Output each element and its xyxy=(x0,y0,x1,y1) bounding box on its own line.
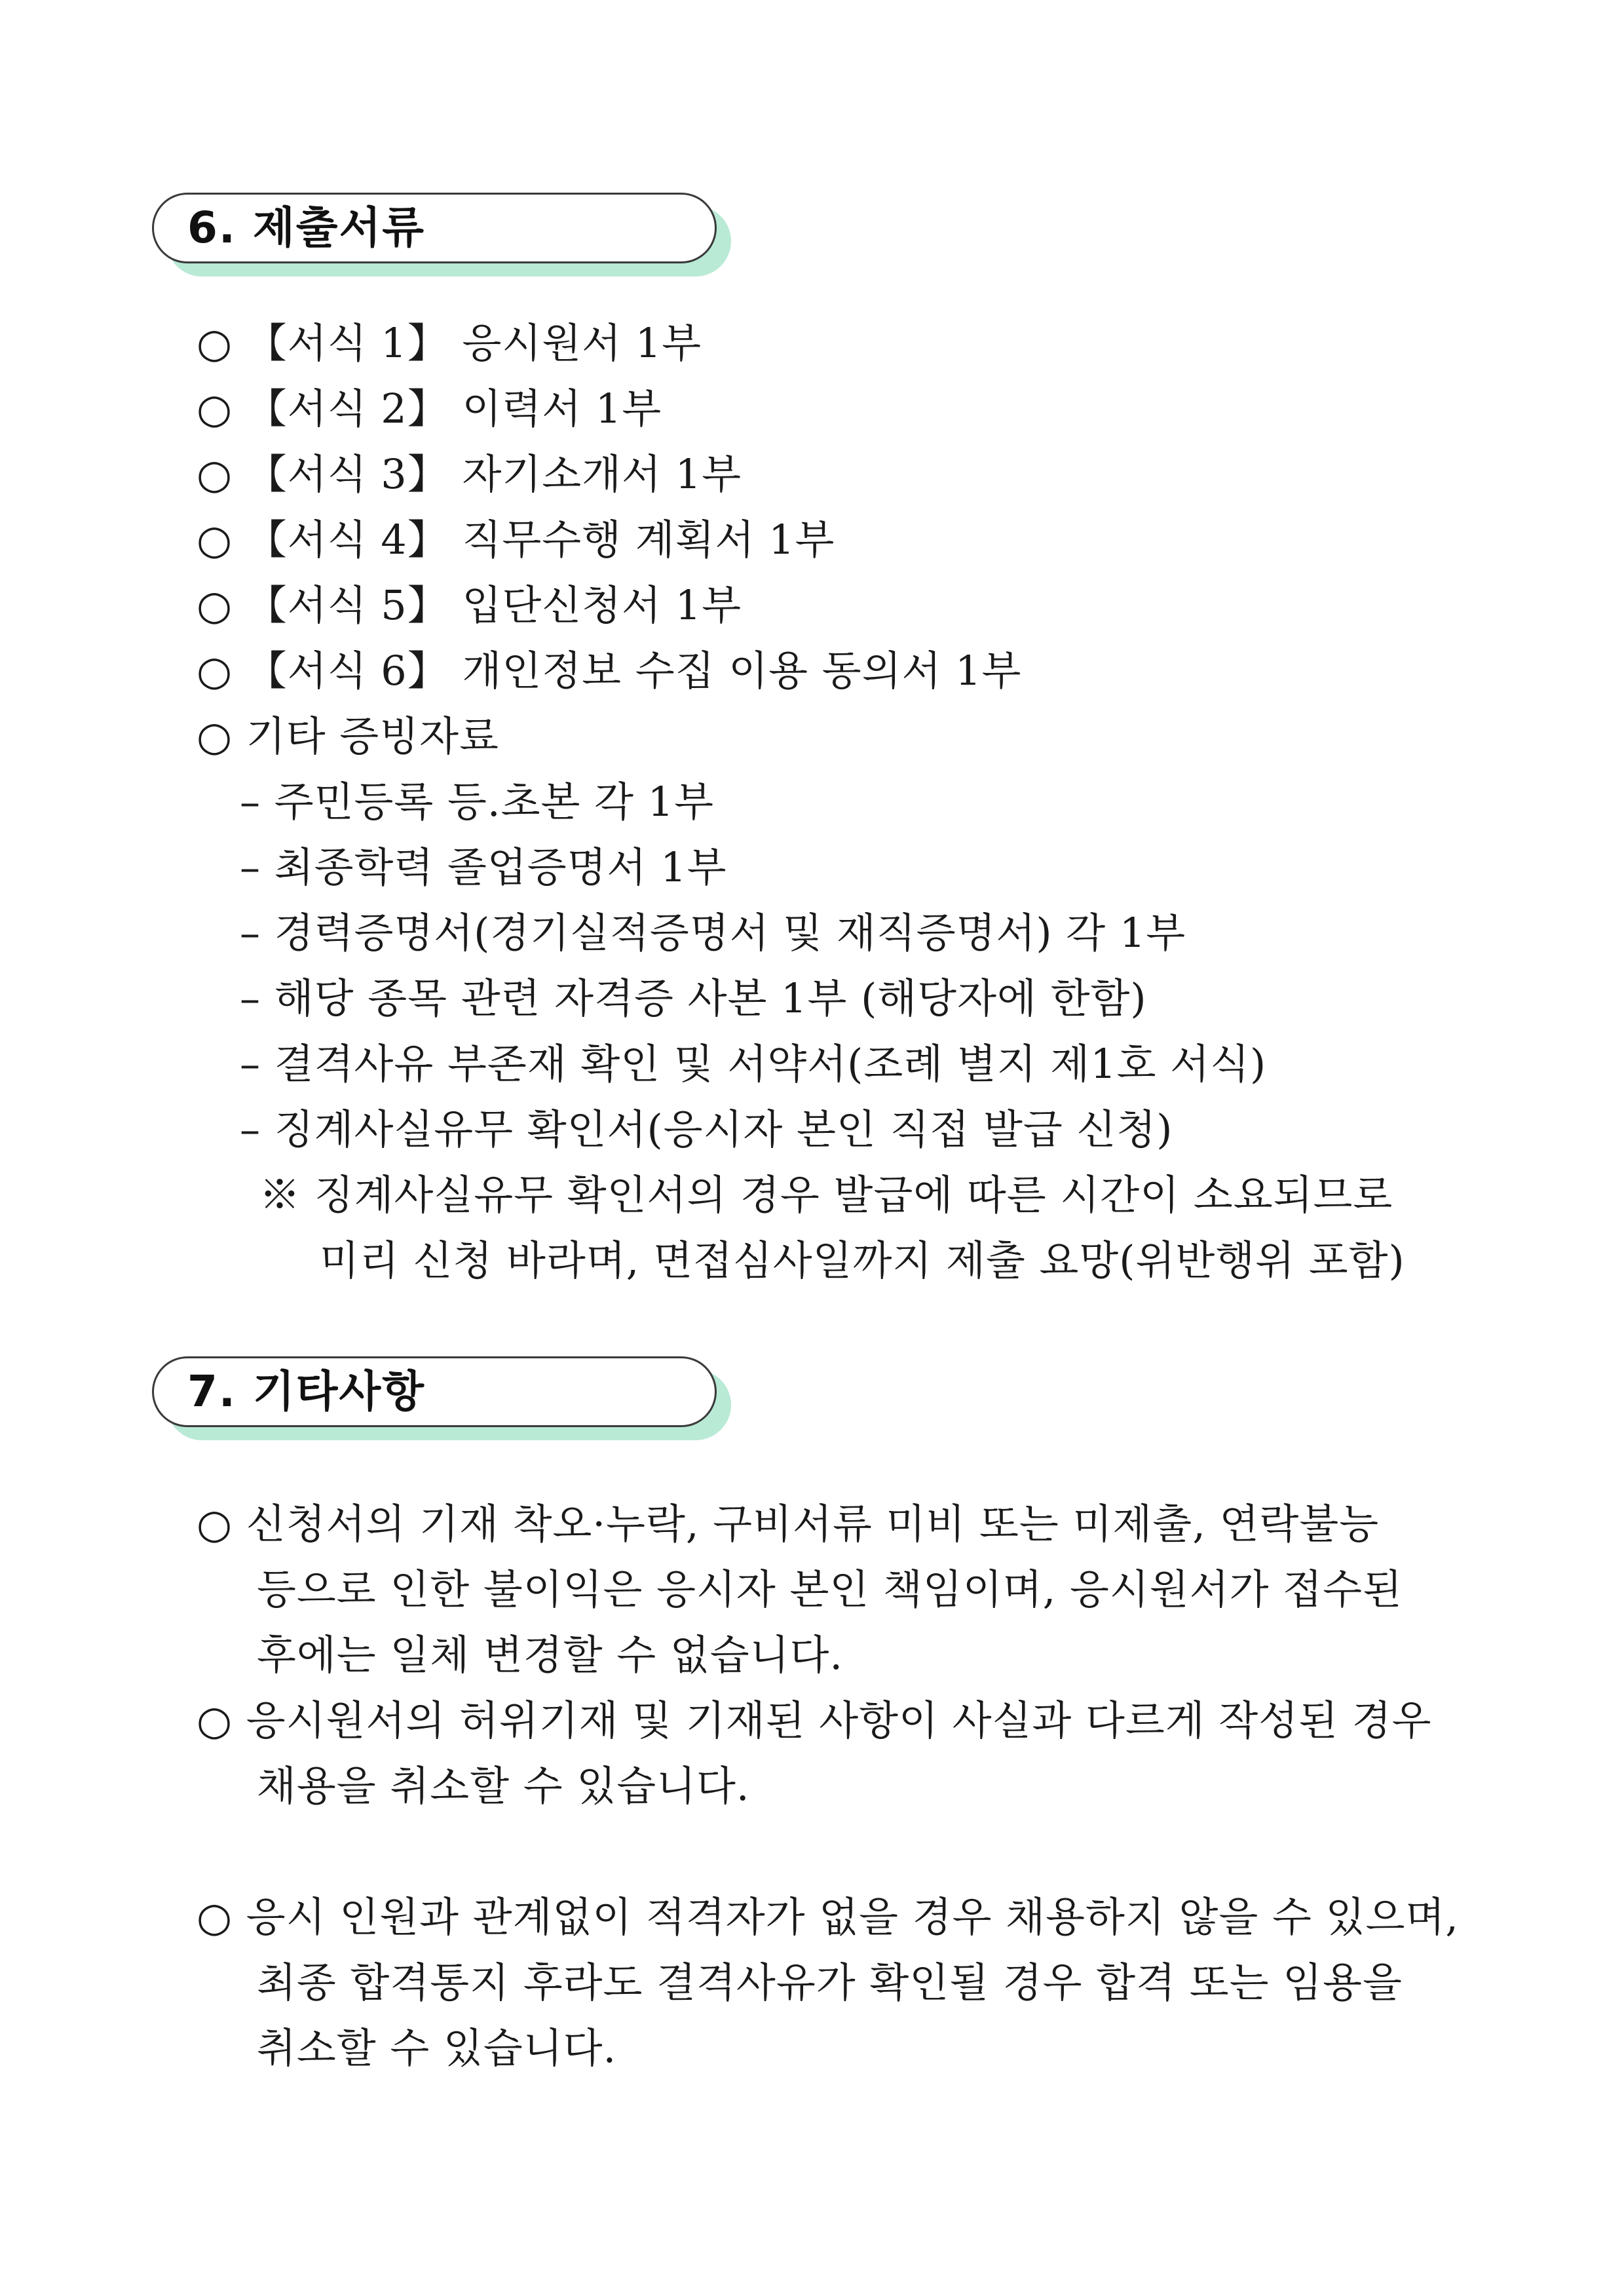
paragraph-line: ○ 응시 인원과 관계없이 적격자가 없을 경우 채용하지 않을 수 있으며, xyxy=(197,1893,1459,1941)
list-item: ○ 기타 증빙자료 xyxy=(197,712,499,760)
list-item: ○ 【서식 4】 직무수행 계획서 1부 xyxy=(197,516,835,564)
note-line: ※ 징계사실유무 확인서의 경우 발급에 따른 시간이 소요되므로 xyxy=(259,1171,1393,1219)
section-7-title: 7. 기타사항 xyxy=(187,1366,425,1417)
note-line: 미리 신청 바라며, 면접심사일까지 제출 요망(위반행위 포함) xyxy=(320,1236,1405,1284)
list-item: ○ 【서식 5】 입단신청서 1부 xyxy=(197,581,742,629)
paragraph-line: 채용을 취소할 수 있습니다. xyxy=(257,1762,750,1810)
sub-list-item: – 해당 종목 관련 자격증 사본 1부 (해당자에 한함) xyxy=(240,974,1147,1022)
paragraph-line: 등으로 인한 불이익은 응시자 본인 책임이며, 응시원서가 접수된 xyxy=(257,1565,1403,1613)
paragraph-line: ○ 응시원서의 허위기재 및 기재된 사항이 사실과 다르게 작성된 경우 xyxy=(197,1696,1432,1744)
paragraph-line: 취소할 수 있습니다. xyxy=(257,2024,617,2072)
sub-list-item: – 징계사실유무 확인서(응시자 본인 직접 발급 신청) xyxy=(240,1105,1173,1153)
paragraph-line: 최종 합격통지 후라도 결격사유가 확인될 경우 합격 또는 임용을 xyxy=(257,1959,1403,2006)
paragraph-line: 후에는 일체 변경할 수 없습니다. xyxy=(257,1631,844,1679)
list-item: ○ 【서식 1】 응시원서 1부 xyxy=(197,319,702,367)
section-7-heading xyxy=(152,1356,717,1427)
section-6-title: 6. 제출서류 xyxy=(187,202,425,253)
section-6-heading xyxy=(152,193,717,263)
list-item: ○ 【서식 6】 개인정보 수집 이용 동의서 1부 xyxy=(197,647,1022,695)
list-item: ○ 【서식 3】 자기소개서 1부 xyxy=(197,450,742,498)
sub-list-item: – 주민등록 등.초본 각 1부 xyxy=(240,778,715,826)
sub-list-item: – 결격사유 부존재 확인 및 서약서(조례 별지 제1호 서식) xyxy=(240,1040,1267,1088)
sub-list-item: – 경력증명서(경기실적증명서 및 재직증명서) 각 1부 xyxy=(240,909,1186,957)
paragraph-line: ○ 신청서의 기재 착오·누락, 구비서류 미비 또는 미제출, 연락불능 xyxy=(197,1500,1380,1548)
sub-list-item: – 최종학력 졸업증명서 1부 xyxy=(240,843,727,891)
list-item: ○ 【서식 2】 이력서 1부 xyxy=(197,385,662,432)
